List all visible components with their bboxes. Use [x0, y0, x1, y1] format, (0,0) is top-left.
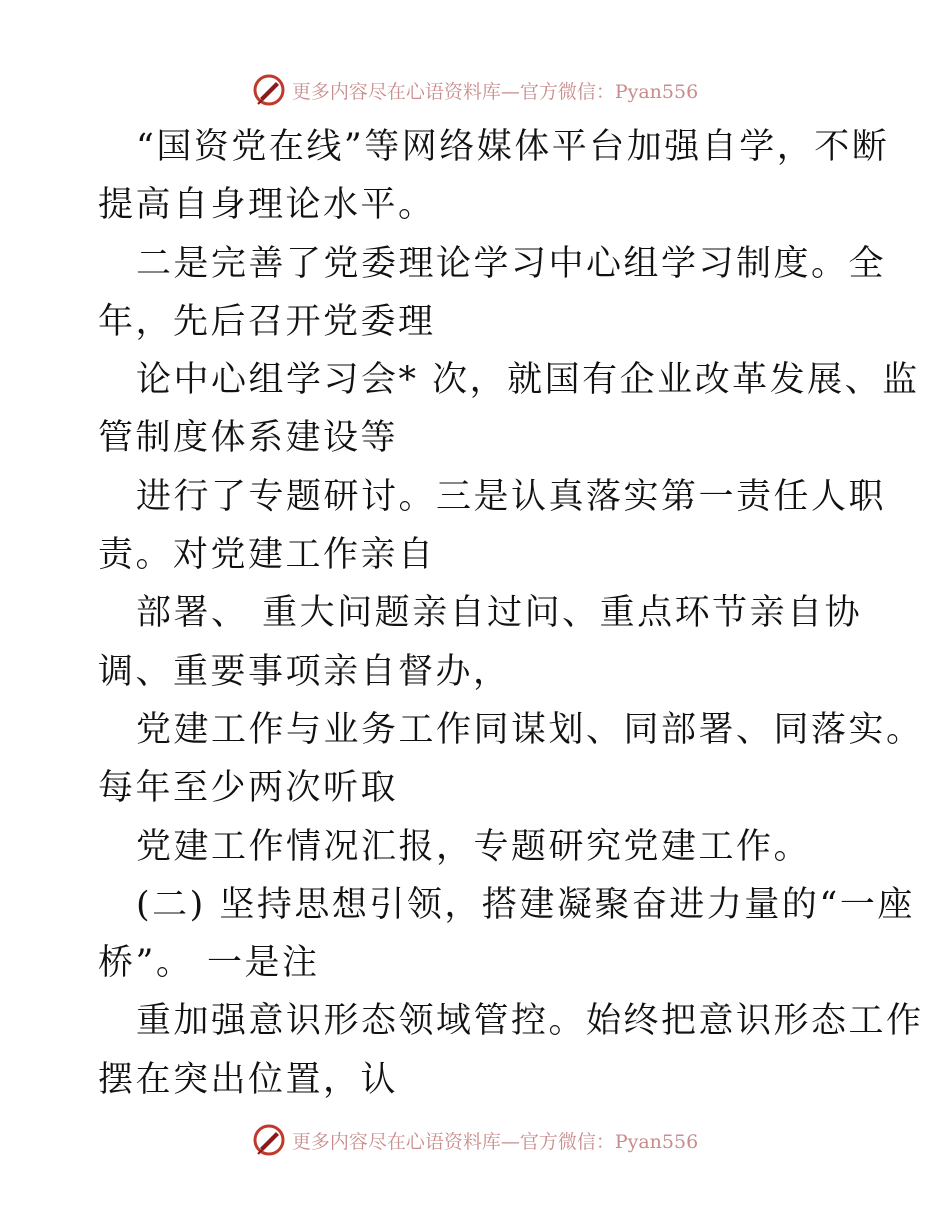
body-line: 部署、 重大问题亲自过问、重点环节亲自协 — [136, 593, 863, 634]
body-line: 调、重要事项亲自督办， — [98, 651, 511, 692]
body-line: 二是完善了党委理论学习中心组学习制度。全 — [136, 243, 887, 284]
body-line: 提高自身理论水平。 — [98, 185, 436, 226]
body-line: 摆在突出位置，认 — [98, 1059, 399, 1100]
footer-banner — [0, 1120, 950, 1160]
footer-banner-text: 更多内容尽在心语资料库—官方微信：Pyan556 — [291, 1130, 699, 1153]
body-line: 桥”。 一是注 — [98, 943, 320, 984]
body-line: 重加强意识形态领域管控。始终把意识形态工作 — [136, 1001, 924, 1042]
body-line: 论中心组学习会* 次，就国有企业改革发展、监 — [136, 360, 920, 401]
body-line: “国资党在线”等网络媒体平台加强自学，不断 — [136, 127, 890, 167]
body-line: 进行了专题研讨。三是认真落实第一责任人职 — [136, 476, 887, 517]
document-body — [98, 118, 924, 1109]
quill-logo-icon — [252, 1123, 286, 1157]
body-line: 年，先后召开党委理 — [98, 301, 436, 342]
body-line: 管制度体系建设等 — [98, 418, 399, 459]
body-line: 党建工作情况汇报，专题研究党建工作。 — [136, 826, 812, 867]
body-line: 党建工作与业务工作同谋划、同部署、同落实。 — [136, 709, 924, 750]
body-line: 每年至少两次听取 — [98, 768, 399, 809]
body-line: (二) 坚持思想引领，搭建凝聚奋进力量的“一座 — [136, 884, 915, 925]
quill-logo-icon — [252, 73, 286, 107]
header-banner — [0, 70, 950, 110]
body-line: 责。对党建工作亲自 — [98, 535, 436, 576]
header-banner-text: 更多内容尽在心语资料库—官方微信：Pyan556 — [291, 80, 699, 103]
